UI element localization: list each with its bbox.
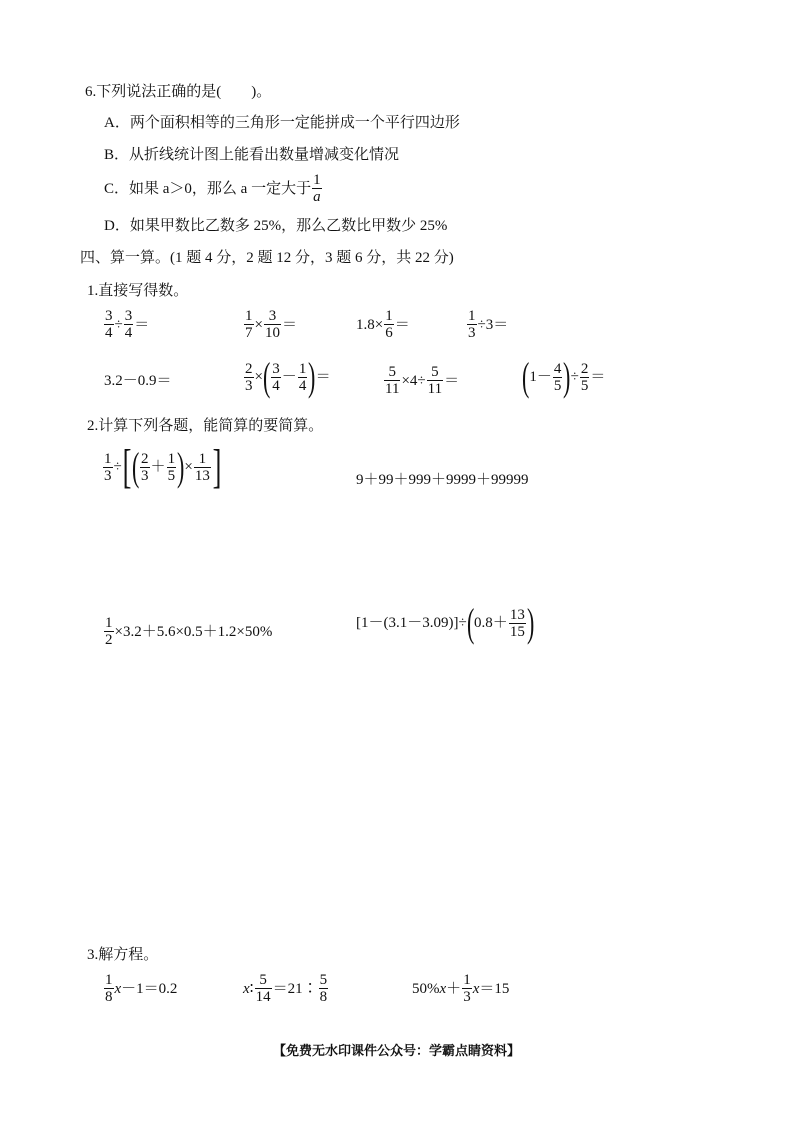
footer-note: 【免费无水印课件公众号：学霸点睛资料】	[272, 1043, 520, 1058]
fraction	[312, 172, 322, 205]
math-text: ÷3＝	[477, 316, 509, 333]
fraction-numerator: 1	[194, 451, 211, 468]
fraction-denominator: 4	[298, 377, 307, 394]
fraction-denominator: 14	[255, 989, 271, 1005]
math-text: ＝	[315, 369, 331, 385]
fraction-denominator: 2	[105, 632, 113, 648]
fraction	[264, 308, 281, 341]
fraction-denominator: a	[313, 189, 321, 205]
fraction-denominator: 3	[468, 325, 476, 341]
bracket: )	[177, 444, 185, 489]
q1-expr-2	[243, 308, 297, 341]
fraction-denominator: 5	[167, 467, 176, 484]
fraction-numerator: 1	[313, 172, 321, 188]
fraction-numerator: 3	[124, 308, 133, 324]
q2-problem-4	[356, 600, 535, 645]
fraction-denominator: 7	[245, 325, 253, 341]
q6-option-d: D．如果甲数比乙数多 25%，那么乙数比甲数少 25%	[104, 218, 448, 234]
fraction-denominator: 4	[272, 377, 280, 394]
math-text: ×3.2＋5.6×0.5＋1.2×50%	[114, 623, 273, 640]
math-text: ＝	[394, 316, 410, 333]
math-text: x	[114, 980, 122, 997]
fraction-numerator: 1	[104, 450, 112, 467]
math-text: ＝21∶	[272, 980, 318, 997]
q6-option-b: B．从折线统计图上能看出数量增减变化情况	[104, 147, 400, 163]
fraction-denominator: 3	[245, 377, 253, 394]
fraction	[140, 451, 150, 484]
q1-expr-8	[521, 354, 606, 399]
math-text: ×	[254, 369, 263, 385]
fraction	[298, 361, 308, 394]
fraction-numerator: 5	[319, 972, 328, 988]
fraction-numerator: 3	[272, 360, 280, 377]
fraction-numerator: 5	[427, 364, 443, 381]
q1-title: 1.直接写得数。	[87, 283, 189, 299]
q3-equation-2	[243, 972, 329, 1005]
bracket: ]	[212, 440, 222, 493]
fraction-numerator: 5	[384, 364, 400, 381]
math-text: ＝	[444, 372, 460, 389]
fraction	[103, 451, 113, 484]
q1-expr-7	[383, 364, 459, 397]
q1-expr-4	[466, 308, 508, 341]
math-text: 50%	[412, 980, 440, 997]
q1-expr-1	[103, 308, 149, 341]
fraction	[384, 308, 394, 341]
fraction-denominator: 6	[385, 325, 393, 341]
fraction	[467, 308, 477, 341]
fraction-numerator: 1	[463, 972, 471, 988]
math-text: ＝	[590, 369, 606, 385]
fraction	[104, 615, 114, 648]
fraction	[104, 972, 114, 1005]
fraction-numerator: 13	[509, 606, 525, 623]
q6-option-c-text: C．如果 a＞0，那么 a 一定大于	[104, 180, 312, 197]
bracket: )	[526, 600, 535, 645]
math-text: 1.8×	[356, 316, 384, 333]
fraction	[462, 972, 472, 1005]
fraction	[384, 364, 400, 397]
math-text: ÷	[570, 369, 579, 385]
bracket: [	[122, 440, 132, 493]
math-text: ＝	[281, 316, 297, 333]
math-text: ＝15	[479, 980, 510, 997]
q1-expr-5: 3.2－0.9＝	[104, 373, 172, 389]
fraction	[194, 451, 211, 484]
q1-expr-3	[356, 308, 410, 341]
fraction-denominator: 11	[427, 381, 443, 397]
fraction	[244, 308, 254, 341]
fraction-denominator: 3	[104, 467, 112, 484]
q3-equation-3	[412, 972, 509, 1005]
fraction-denominator: 10	[264, 325, 280, 341]
fraction-numerator: 3	[105, 308, 113, 324]
math-text: x	[472, 980, 480, 997]
math-text: ＝	[134, 316, 150, 333]
math-text: x	[243, 980, 250, 997]
math-text: 1－	[529, 369, 552, 385]
fraction-denominator: 5	[580, 377, 589, 394]
fraction-numerator: 1	[167, 450, 176, 467]
q2-problem-1	[102, 440, 222, 493]
fraction-numerator: 1	[468, 308, 476, 324]
fraction-numerator: 1	[105, 972, 113, 988]
fraction	[124, 308, 134, 341]
fraction-numerator: 5	[255, 972, 272, 989]
fraction	[580, 361, 590, 394]
fraction-denominator: 3	[141, 467, 149, 484]
q3-title: 3.解方程。	[87, 947, 159, 963]
math-text: 0.8＋	[474, 615, 508, 631]
fraction	[104, 308, 114, 341]
fraction-numerator: 2	[580, 360, 589, 377]
fraction-numerator: 2	[141, 450, 149, 467]
fraction-denominator: 4	[105, 325, 113, 341]
math-text: ÷	[114, 316, 123, 333]
fraction-numerator: 1	[385, 308, 393, 324]
q1-expr-6	[243, 354, 331, 399]
fraction-denominator: 13	[194, 467, 210, 484]
math-text: －	[281, 369, 297, 385]
q6-title: 6.下列说法正确的是( )。	[85, 84, 272, 100]
math-text: [1－(3.1－3.09)]÷	[356, 615, 467, 631]
fraction-denominator: 4	[124, 325, 133, 341]
fraction	[244, 361, 254, 394]
q6-option-a: A．两个面积相等的三角形一定能拼成一个平行四边形	[104, 115, 460, 131]
math-text: ＋	[150, 459, 166, 475]
math-text: x	[439, 980, 447, 997]
fraction-numerator: 1	[245, 308, 253, 324]
q2-problem-3	[103, 615, 272, 648]
math-text: ×	[254, 316, 263, 333]
bracket: (	[466, 600, 475, 645]
fraction-numerator: 4	[553, 360, 562, 377]
fraction-denominator: 8	[319, 989, 328, 1005]
fraction-numerator: 1	[298, 360, 307, 377]
bracket: (	[262, 354, 271, 399]
q3-equation-1	[103, 972, 177, 1005]
fraction	[167, 451, 177, 484]
fraction-numerator: 1	[105, 615, 113, 631]
math-text: －1＝0.2	[121, 980, 178, 997]
bracket: )	[308, 354, 316, 399]
fraction-denominator: 8	[105, 989, 113, 1005]
q6-option-c	[104, 172, 323, 205]
fraction	[509, 607, 526, 640]
fraction-denominator: 3	[463, 989, 471, 1005]
fraction	[553, 361, 563, 394]
fraction-numerator: 2	[245, 360, 253, 377]
q2-title: 2.计算下列各题，能简算的要简算。	[87, 418, 324, 434]
q2-problem-2: 9＋99＋999＋9999＋99999	[356, 472, 529, 488]
fraction	[271, 361, 281, 394]
fraction	[255, 972, 272, 1005]
math-text: ∶	[249, 980, 254, 997]
math-text: ＋	[446, 980, 462, 997]
math-text: ×	[184, 459, 193, 475]
math-text: ÷	[113, 459, 122, 475]
math-text: ×4÷	[401, 372, 426, 389]
bracket: (	[521, 354, 530, 399]
fraction-denominator: 11	[385, 381, 400, 397]
fraction-denominator: 15	[509, 623, 525, 640]
fraction	[427, 364, 443, 397]
fraction	[319, 972, 329, 1005]
bracket: (	[131, 444, 140, 489]
fraction-numerator: 3	[264, 308, 281, 325]
section-heading: 四、算一算。(1 题 4 分，2 题 12 分，3 题 6 分，共 22 分)	[80, 250, 454, 266]
bracket: )	[563, 354, 571, 399]
fraction-denominator: 5	[553, 377, 562, 394]
